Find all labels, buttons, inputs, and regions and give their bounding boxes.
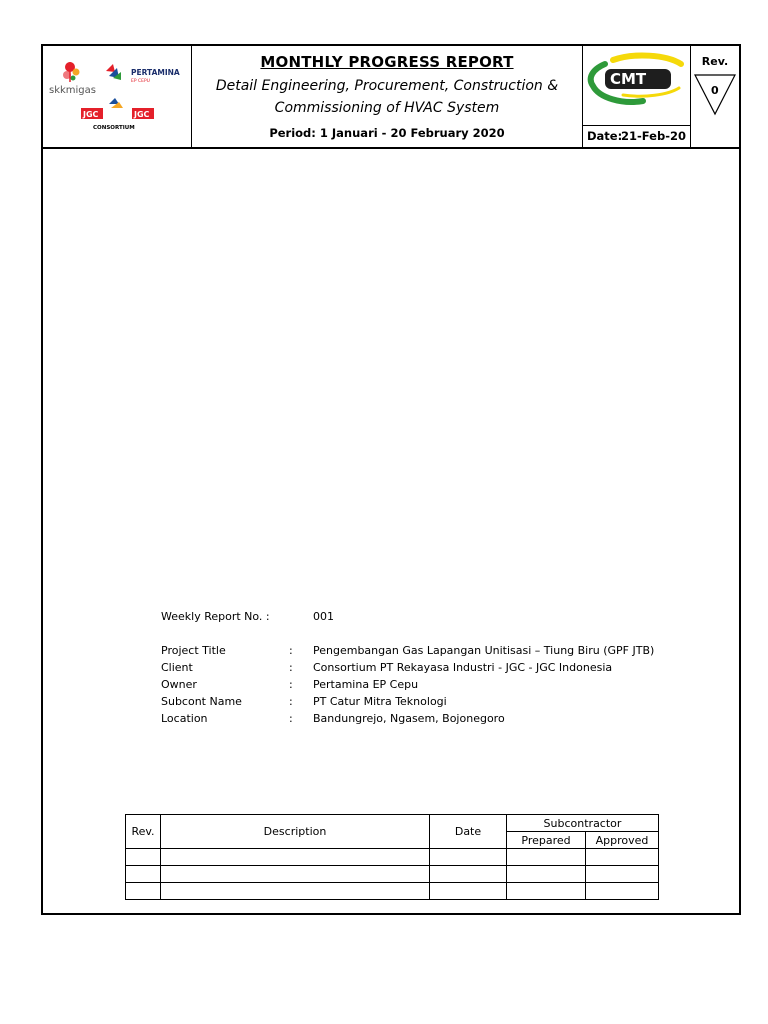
title-block	[192, 46, 583, 147]
skkmigas-logo	[43, 46, 192, 147]
revision-table	[125, 814, 659, 900]
jgc-right-wordmark: JGC	[134, 110, 150, 119]
col-date-header: Date	[430, 815, 507, 849]
table-cell	[430, 849, 507, 866]
table-cell	[586, 866, 659, 883]
info-colon: :	[289, 644, 293, 657]
consortium-wordmark: CONSORTIUM	[93, 125, 135, 131]
table-cell	[507, 883, 586, 900]
info-label: Client	[161, 661, 193, 674]
table-cell	[430, 883, 507, 900]
weekly-report-row	[161, 610, 681, 625]
info-value: Pengembangan Gas Lapangan Unitisasi – Tiung Biru (GPF JTB)	[313, 644, 655, 657]
skkmigas-wordmark: skkmigas	[49, 85, 96, 96]
table-row	[126, 866, 659, 883]
table-row	[126, 849, 659, 866]
table-cell	[586, 849, 659, 866]
info-colon: :	[289, 678, 293, 691]
col-description-header: Description	[161, 815, 430, 849]
col-prepared-header: Prepared	[507, 832, 586, 849]
info-row-location	[161, 712, 681, 727]
pertamina-subtitle: EP CEPU	[131, 79, 150, 84]
table-cell	[161, 883, 430, 900]
date-value: 21-Feb-20	[621, 129, 686, 143]
cmt-logo	[583, 46, 691, 126]
rev-label: Rev.	[701, 55, 729, 68]
report-frame	[41, 44, 741, 915]
rev-value: 0	[711, 84, 719, 97]
table-cell	[161, 849, 430, 866]
cmt-wordmark: CMT	[610, 70, 647, 88]
info-value: Bandungrejo, Ngasem, Bojonegoro	[313, 712, 505, 725]
weekly-report-value: 001	[313, 610, 334, 623]
table-cell	[126, 849, 161, 866]
rev-cell	[691, 46, 739, 147]
table-cell	[126, 866, 161, 883]
info-row-project-title	[161, 644, 681, 659]
table-cell	[586, 883, 659, 900]
date-cell	[583, 126, 691, 147]
table-row	[126, 883, 659, 900]
info-row-subcont-name	[161, 695, 681, 710]
info-row-client	[161, 661, 681, 676]
subtitle-line-1: Detail Engineering, Procurement, Construction &	[215, 78, 559, 94]
info-value: Consortium PT Rekayasa Industri - JGC - JGC Indonesia	[313, 661, 613, 674]
jgc-left-wordmark: JGC	[83, 110, 99, 119]
report-subtitle	[192, 75, 582, 119]
info-colon: :	[289, 695, 293, 708]
table-cell	[161, 866, 430, 883]
col-rev-header: Rev.	[126, 815, 161, 849]
report-period: Period: 1 Januari - 20 February 2020	[269, 126, 505, 140]
owner-logos	[43, 46, 192, 147]
report-header	[43, 46, 739, 149]
col-approved-header: Approved	[586, 832, 659, 849]
table-cell	[430, 866, 507, 883]
info-label: Location	[161, 712, 208, 725]
info-value: PT Catur Mitra Teknologi	[313, 695, 447, 708]
table-cell	[507, 849, 586, 866]
info-colon: :	[289, 712, 293, 725]
subtitle-line-2: Commissioning of HVAC System	[274, 100, 500, 116]
revision-triangle-icon	[691, 70, 739, 120]
pertamina-wordmark: PERTAMINA	[131, 68, 180, 77]
info-label: Project Title	[161, 644, 226, 657]
info-value: Pertamina EP Cepu	[313, 678, 419, 691]
table-cell	[507, 866, 586, 883]
info-colon: :	[289, 661, 293, 674]
info-row-owner	[161, 678, 681, 693]
info-label: Owner	[161, 678, 197, 691]
table-cell	[126, 883, 161, 900]
col-subcontractor-header: Subcontractor	[507, 815, 659, 832]
date-label: Date:	[587, 129, 623, 143]
revision-table-header-row	[126, 815, 659, 832]
weekly-report-label: Weekly Report No. :	[161, 610, 270, 623]
cmt-logo-cell	[583, 46, 691, 126]
report-title: MONTHLY PROGRESS REPORT	[260, 53, 514, 71]
info-label: Subcont Name	[161, 695, 242, 708]
